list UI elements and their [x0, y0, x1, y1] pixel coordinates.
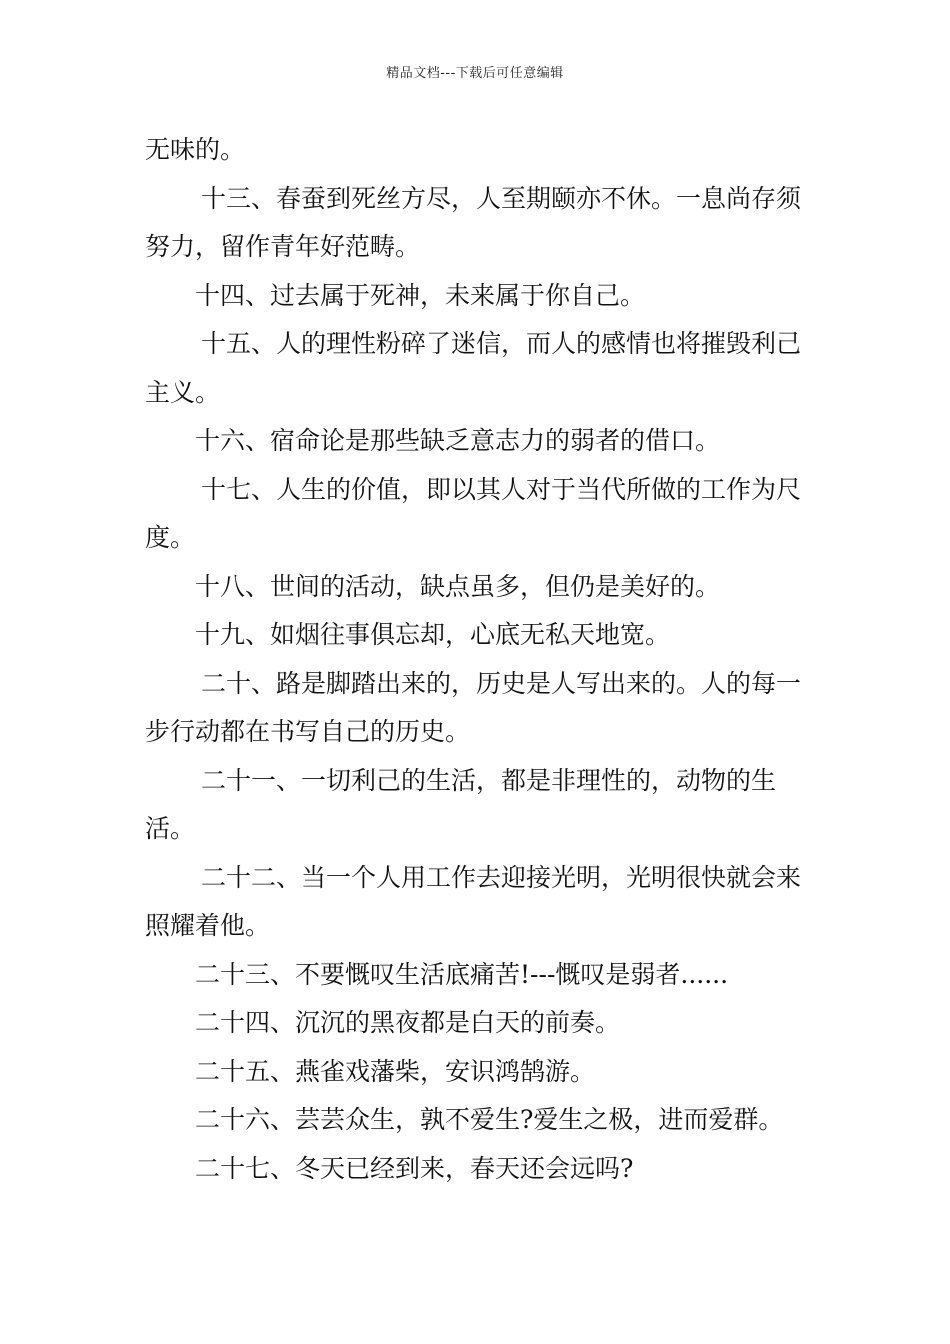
- paragraph-1: 无味的。: [145, 135, 246, 164]
- paragraph-4: 十五、人的理性粉碎了迷信，而人的感情也将摧毁利己主义。: [145, 329, 802, 407]
- paragraph-14: 二十五、燕雀戏藩柴，安识鸿鹄游。: [195, 1056, 596, 1086]
- paragraph-16: 二十七、冬天已经到来，春天还会远吗?: [195, 1153, 634, 1183]
- page-header: 精品文档---下载后可任意编辑: [386, 66, 564, 81]
- paragraph-7: 十八、世间的活动，缺点虽多，但仍是美好的。: [195, 571, 721, 601]
- paragraph-12: 二十三、不要慨叹生活底痛苦!---慨叹是弱者......: [195, 959, 729, 989]
- paragraph-2: 十三、春蚕到死丝方尽，人至期颐亦不休。一息尚存须努力，留作青年好范畴。: [145, 183, 802, 261]
- paragraph-5: 十六、宿命论是那些缺乏意志力的弱者的借口。: [195, 426, 721, 455]
- paragraph-10: 二十一、一切利己的生活，都是非理性的，动物的生活。: [145, 765, 777, 843]
- paragraph-8: 十九、如烟往事俱忘却，心底无私天地宽。: [195, 620, 671, 649]
- paragraph-11: 二十二、当一个人用工作去迎接光明，光明很快就会来照耀着他。: [145, 862, 802, 940]
- paragraph-6: 十七、人生的价值，即以其人对于当代所做的工作为尺度。: [145, 474, 802, 552]
- paragraph-9: 二十、路是脚踏出来的，历史是人写出来的。人的每一步行动都在书写自己的历史。: [145, 668, 802, 746]
- paragraph-15: 二十六、芸芸众生，孰不爱生?爱生之极，进而爱群。: [195, 1105, 784, 1134]
- paragraph-13: 二十四、沉沉的黑夜都是白天的前奏。: [195, 1008, 621, 1037]
- paragraph-3: 十四、过去属于死神，未来属于你自己。: [195, 280, 646, 310]
- document-body: [145, 126, 810, 1193]
